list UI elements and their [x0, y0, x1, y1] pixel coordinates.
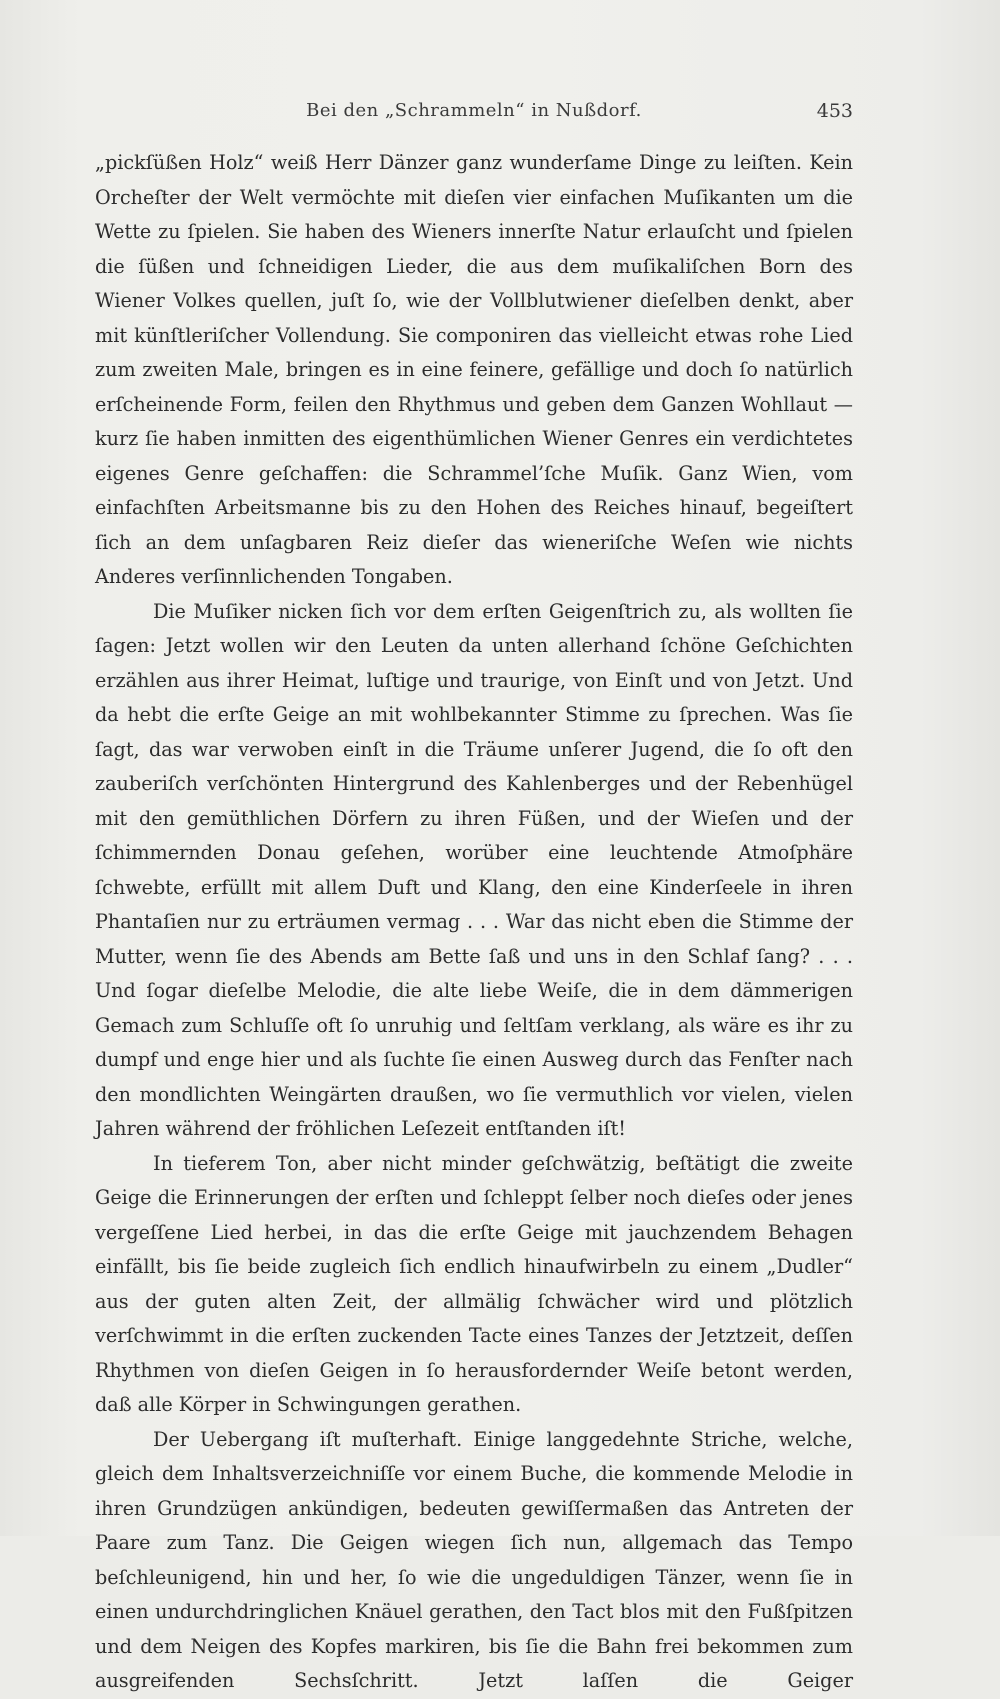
- paragraph-2: Die Muſiker nicken ſich vor dem erſten Geigenſtrich zu, als wollten ſie ſagen: Jetzt wollen wir den Leuten da unten allerhand ſchöne Geſchichten erzählen aus ihrer Heimat, luſtige und traurige, von Einſt und von Jetzt. Und da hebt die erſte Geige an mit wohlbekannter Stimme zu ſprechen. Was ſie ſagt, das war verwoben einſt in die Träume unſerer Jugend, die ſo oft den zauberiſch verſchönten Hintergrund des Kahlenberges und der Rebenhügel mit den gemüthlichen Dörfern zu ihren Füßen, und der Wieſen und der ſchimmernden Donau geſehen, worüber eine leuchtende Atmoſphäre ſchwebte, erfüllt mit allem Duft und Klang, den eine Kinderſeele in ihren Phantaſien nur zu erträumen vermag . . . War das nicht eben die Stimme der Mutter, wenn ſie des Abends am Bette ſaß und uns in den Schlaf ſang? . . . Und ſogar dieſelbe Melodie, die alte liebe Weiſe, die in dem dämmerigen Gemach zum Schluſſe oft ſo unruhig und ſeltſam verklang, als wäre es ihr zu dumpf und enge hier und als ſuchte ſie einen Ausweg durch das Fenſter nach den mondlichten Weingärten draußen, wo ſie vermuthlich vor vielen, vielen Jahren während der fröhlichen Leſezeit entſtanden iſt!: [95, 599, 853, 1140]
- running-title: Bei den „Schrammeln“ in Nußdorf.: [306, 100, 642, 121]
- page-number: 453: [816, 100, 853, 122]
- paragraph-3: In tieferem Ton, aber nicht minder geſchwätzig, beſtätigt die zweite Geige die Erinnerungen der erſten und ſchleppt ſelber noch dieſes oder jenes vergeſſene Lied herbei, in das die erſte Geige mit jauchzendem Behagen einfällt, bis ſie beide zugleich ſich endlich hinaufwirbeln zu einem „Dudler“ aus der guten alten Zeit, der allmälig ſchwächer wird und plötzlich verſchwimmt in die erſten zuckenden Tacte eines Tanzes der Jetztzeit, deſſen Rhythmen von dieſen Geigen in ſo herausfordernder Weiſe betont werden, daß alle Körper in Schwingungen gerathen.: [95, 1151, 853, 1416]
- paragraph-1: „pickſüßen Holz“ weiß Herr Dänzer ganz wunderſame Dinge zu leiſten. Kein Orcheſter der Welt vermöchte mit dieſen vier einfachen Muſikanten um die Wette zu ſpielen. Sie haben des Wieners innerſte Natur erlauſcht und ſpielen die ſüßen und ſchneidigen Lieder, die aus dem muſikaliſchen Born des Wiener Volkes quellen, juſt ſo, wie der Vollblutwiener dieſelben denkt, aber mit künſtleriſcher Vollendung. Sie componiren das vielleicht etwas rohe Lied zum zweiten Male, bringen es in eine feinere, gefällige und doch ſo natürlich erſcheinende Form, feilen den Rhythmus und geben dem Ganzen Wohllaut — kurz ſie haben inmitten des eigenthümlichen Wiener Genres ein verdichtetes eigenes Genre geſchaffen: die Schrammel’ſche Muſik. Ganz Wien, vom einfachſten Arbeitsmanne bis zu den Hohen des Reiches hinauf, begeiſtert ſich an dem unſagbaren Reiz dieſer das wieneriſche Weſen wie nichts Anderes verſinnlichenden Tongaben.: [95, 151, 853, 588]
- body-text: [95, 146, 853, 1699]
- paragraph-4: Der Uebergang iſt muſterhaft. Einige langgedehnte Striche, welche, gleich dem Inhaltsverzeichniſſe vor einem Buche, die kommende Melodie in ihren Grundzügen ankündigen, bedeuten gewiſſermaßen das Antreten der Paare zum Tanz. Die Geigen wiegen ſich nun, allgemach das Tempo beſchleunigend, hin und her, ſo wie die ungeduldigen Tänzer, wenn ſie in einen undurchdringlichen Knäuel gerathen, den Tact blos mit den Fußſpitzen und dem Neigen des Kopfes markiren, bis ſie die Bahn frei bekommen zum ausgreifenden Sechsſchritt. Jetzt laſſen die Geiger: [95, 1427, 853, 1692]
- page-header: [95, 100, 853, 130]
